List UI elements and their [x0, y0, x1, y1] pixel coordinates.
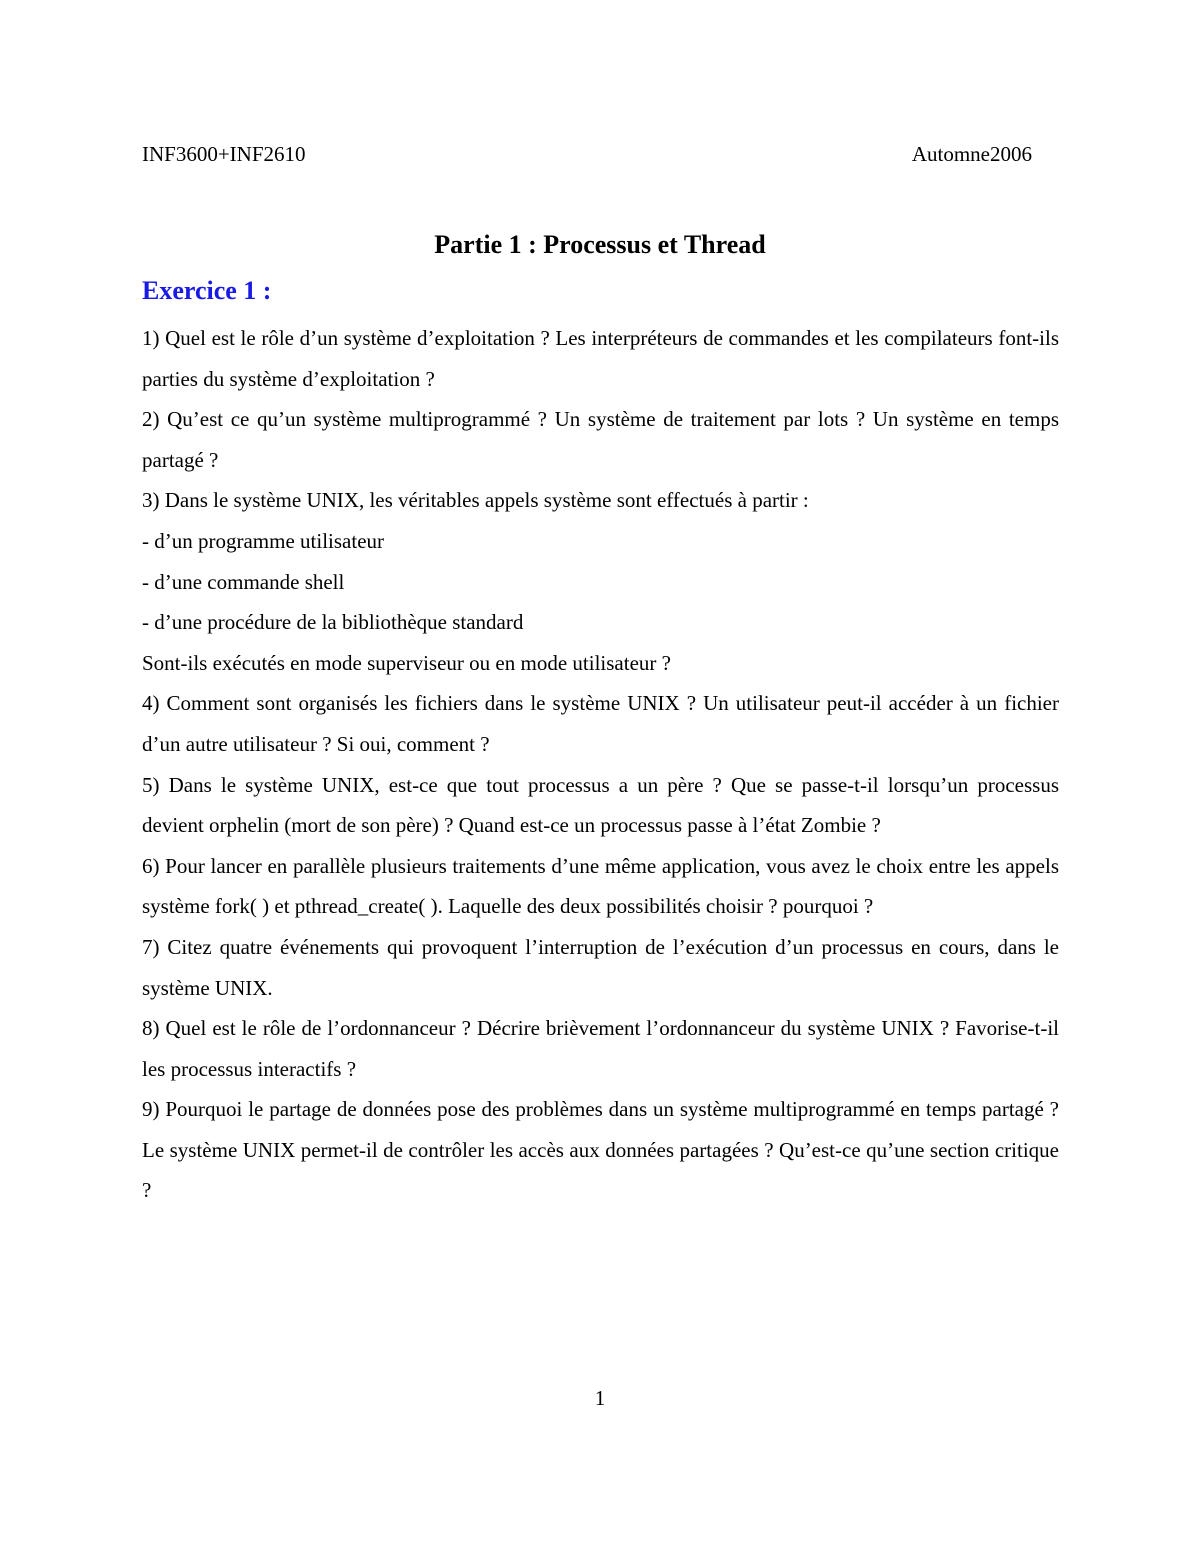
question-9: 9) Pourquoi le partage de données pose des problèmes dans un système multiprogrammé en temps partagé ? Le système UNIX permet-il de contrôler les accès aux données partagées ? Qu’est-ce qu’une section critique ?: [142, 1097, 1059, 1203]
question-8: 8) Quel est le rôle de l’ordonnanceur ? Décrire brièvement l’ordonnanceur du système UNIX ? Favorise-t-il les processus interactifs ?: [142, 1016, 1059, 1081]
question-3-followup: Sont-ils exécutés en mode superviseur ou en mode utilisateur ?: [142, 650, 671, 675]
exercise-body: [142, 318, 1059, 1211]
question-6: 6) Pour lancer en parallèle plusieurs traitements d’une même application, vous avez le choix entre les appels système fork( ) et pthread_create( ). Laquelle des deux possibilités choisir ? pourquoi ?: [142, 853, 1059, 919]
question-7: 7) Citez quatre événements qui provoquent l’interruption de l’exécution d’un processus en cours, dans le système UNIX.: [142, 934, 1059, 1000]
question-5: 5) Dans le système UNIX, est-ce que tout processus a un père ? Que se passe-t-il lorsqu’un processus devient orphelin (mort de son père) ? Quand est-ce un processus passe à l’état Zombie ?: [142, 772, 1059, 838]
term-label: Automne2006: [911, 142, 1032, 166]
question-4: 4) Comment sont organisés les fichiers dans le système UNIX ? Un utilisateur peut-il accéder à un fichier d’un autre utilisateur ? Si oui, comment ?: [142, 691, 1059, 756]
question-2: 2) Qu’est ce qu’un système multiprogrammé ? Un système de traitement par lots ? Un système en temps partagé ?: [142, 407, 1059, 472]
list-item: - d’un programme utilisateur: [142, 528, 385, 553]
list-item: - d’une commande shell: [142, 569, 345, 594]
question-3: 3) Dans le système UNIX, les véritables appels système sont effectués à partir :: [142, 488, 809, 513]
list-item: - d’une procédure de la bibliothèque standard: [142, 610, 524, 635]
page-number: 1: [594, 1386, 606, 1410]
part-title: Partie 1 : Processus et Thread: [434, 230, 766, 259]
question-1: 1) Quel est le rôle d’un système d’exploitation ? Les interpréteurs de commandes et les compilateurs font-ils parties du système d’exploitation ?: [142, 326, 1059, 391]
course-code: INF3600+INF2610: [142, 142, 306, 166]
exercise-title: Exercice 1 :: [142, 276, 272, 305]
page-header: [142, 142, 1032, 172]
